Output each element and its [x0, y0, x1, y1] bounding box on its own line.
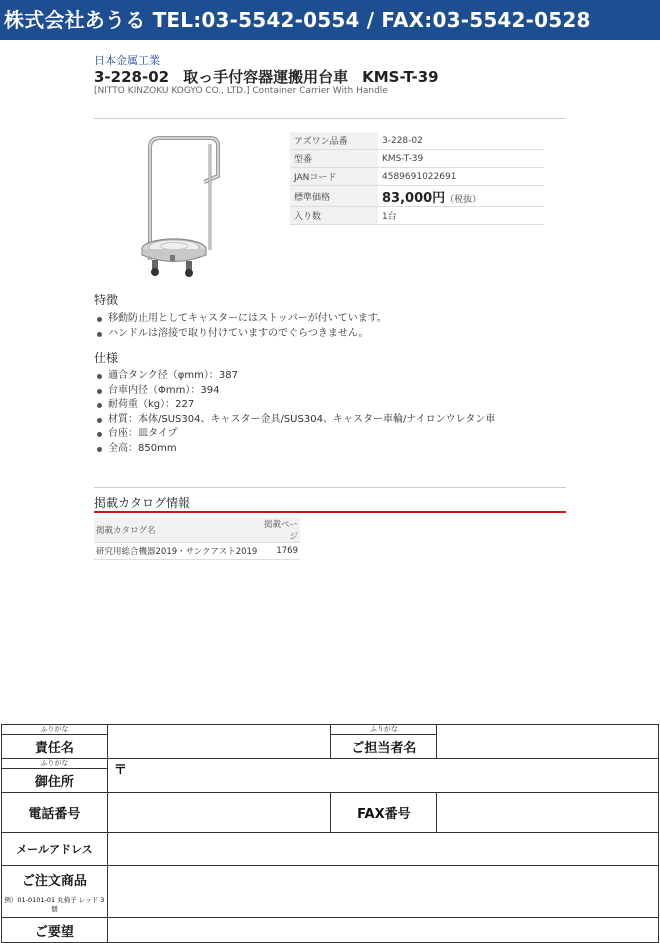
header-banner: 株式会社あうる TEL:03-5542-0554 / FAX:03-5542-0528 [0, 0, 660, 40]
catalog-col-page: 掲載ページ [259, 518, 300, 543]
address-label: 御住所 [2, 769, 108, 793]
request-input[interactable] [107, 918, 658, 943]
table-row [94, 543, 300, 560]
spec-key: 標準価格 [290, 186, 378, 207]
list-item: 耐荷重（kg）：227 [96, 398, 495, 413]
spec-value: 3-228-02 [378, 132, 544, 150]
order-item-label: ご注文商品 [21, 874, 87, 889]
list-item: ハンドルは溶接で取り付けていますのでぐらつきません。 [96, 327, 387, 342]
price-cell [378, 186, 544, 207]
catalog-col-name: 掲載カタログ名 [94, 518, 259, 543]
divider [94, 118, 566, 119]
catalog-table [94, 518, 300, 560]
order-item-label-cell [2, 866, 108, 918]
catalog-name: 研究用総合機器2019・サンクアスト2019 [94, 543, 259, 560]
price-tax-note: （税抜） [445, 194, 482, 205]
spec-table [290, 132, 544, 225]
fax-label: FAX番号 [331, 793, 437, 833]
catalog-heading: 掲載カタログ情報 [94, 496, 191, 510]
features-heading: 特徴 [94, 293, 119, 307]
postal-mark: 〒 [113, 763, 127, 778]
phone-input[interactable] [107, 793, 331, 833]
spec-key: 入り数 [290, 207, 378, 225]
fax-input[interactable] [437, 793, 659, 833]
product-subtitle: [NITTO KINZOKU KOGYO CO., LTD.] Container Carrier With Handle [94, 86, 388, 96]
page-title [94, 66, 453, 87]
features-list [96, 312, 387, 341]
cart-with-handle-icon [128, 134, 224, 284]
order-item-input[interactable] [107, 866, 658, 918]
product-code: 3-228-02 [94, 68, 170, 86]
person-input[interactable] [437, 725, 659, 759]
spec-key: 型番 [290, 150, 378, 168]
price-value: 83,000円 [382, 190, 446, 206]
address-input[interactable] [107, 759, 658, 793]
catalog-accent-line [94, 511, 566, 513]
responsible-input[interactable] [107, 725, 331, 759]
order-example: 例）01-0101-01 丸椅子 レッド 3個 [4, 896, 105, 913]
list-item: 台座：皿タイプ [96, 427, 495, 442]
list-item: 材質：本体/SUS304、キャスター金具/SUS304、キャスター車輪/ナイロンウレタン車 [96, 413, 495, 428]
responsible-label: 責任名 [2, 735, 108, 759]
spec-value: 1台 [378, 207, 544, 225]
list-item: 台車内径（Φmm）：394 [96, 384, 495, 399]
spec-value: KMS-T-39 [378, 150, 544, 168]
spec-value: 4589691022691 [378, 168, 544, 186]
furigana-label: ふりがな [331, 725, 437, 735]
person-label: ご担当者名 [331, 735, 437, 759]
spec-key: JANコード [290, 168, 378, 186]
maker-name: 日本金属工業 [94, 54, 160, 67]
product-name: 取っ手付容器運搬用台車 [183, 68, 349, 86]
email-label: メールアドレス [2, 833, 108, 866]
specs-heading: 仕様 [94, 351, 119, 365]
furigana-label: ふりがな [2, 759, 108, 769]
furigana-label: ふりがな [2, 725, 108, 735]
specs-list [96, 369, 495, 456]
list-item: 移動防止用としてキャスターにはストッパーが付いています。 [96, 312, 387, 327]
list-item: 全高：850mm [96, 442, 495, 457]
phone-label: 電話番号 [2, 793, 108, 833]
order-form [1, 724, 659, 943]
catalog-page: 1769 [259, 543, 300, 560]
divider [94, 487, 566, 488]
list-item: 適合タンク径（φmm）：387 [96, 369, 495, 384]
request-label: ご要望 [2, 918, 108, 943]
email-input[interactable] [107, 833, 658, 866]
product-model: KMS-T-39 [362, 68, 439, 86]
spec-key: アズワン品番 [290, 132, 378, 150]
